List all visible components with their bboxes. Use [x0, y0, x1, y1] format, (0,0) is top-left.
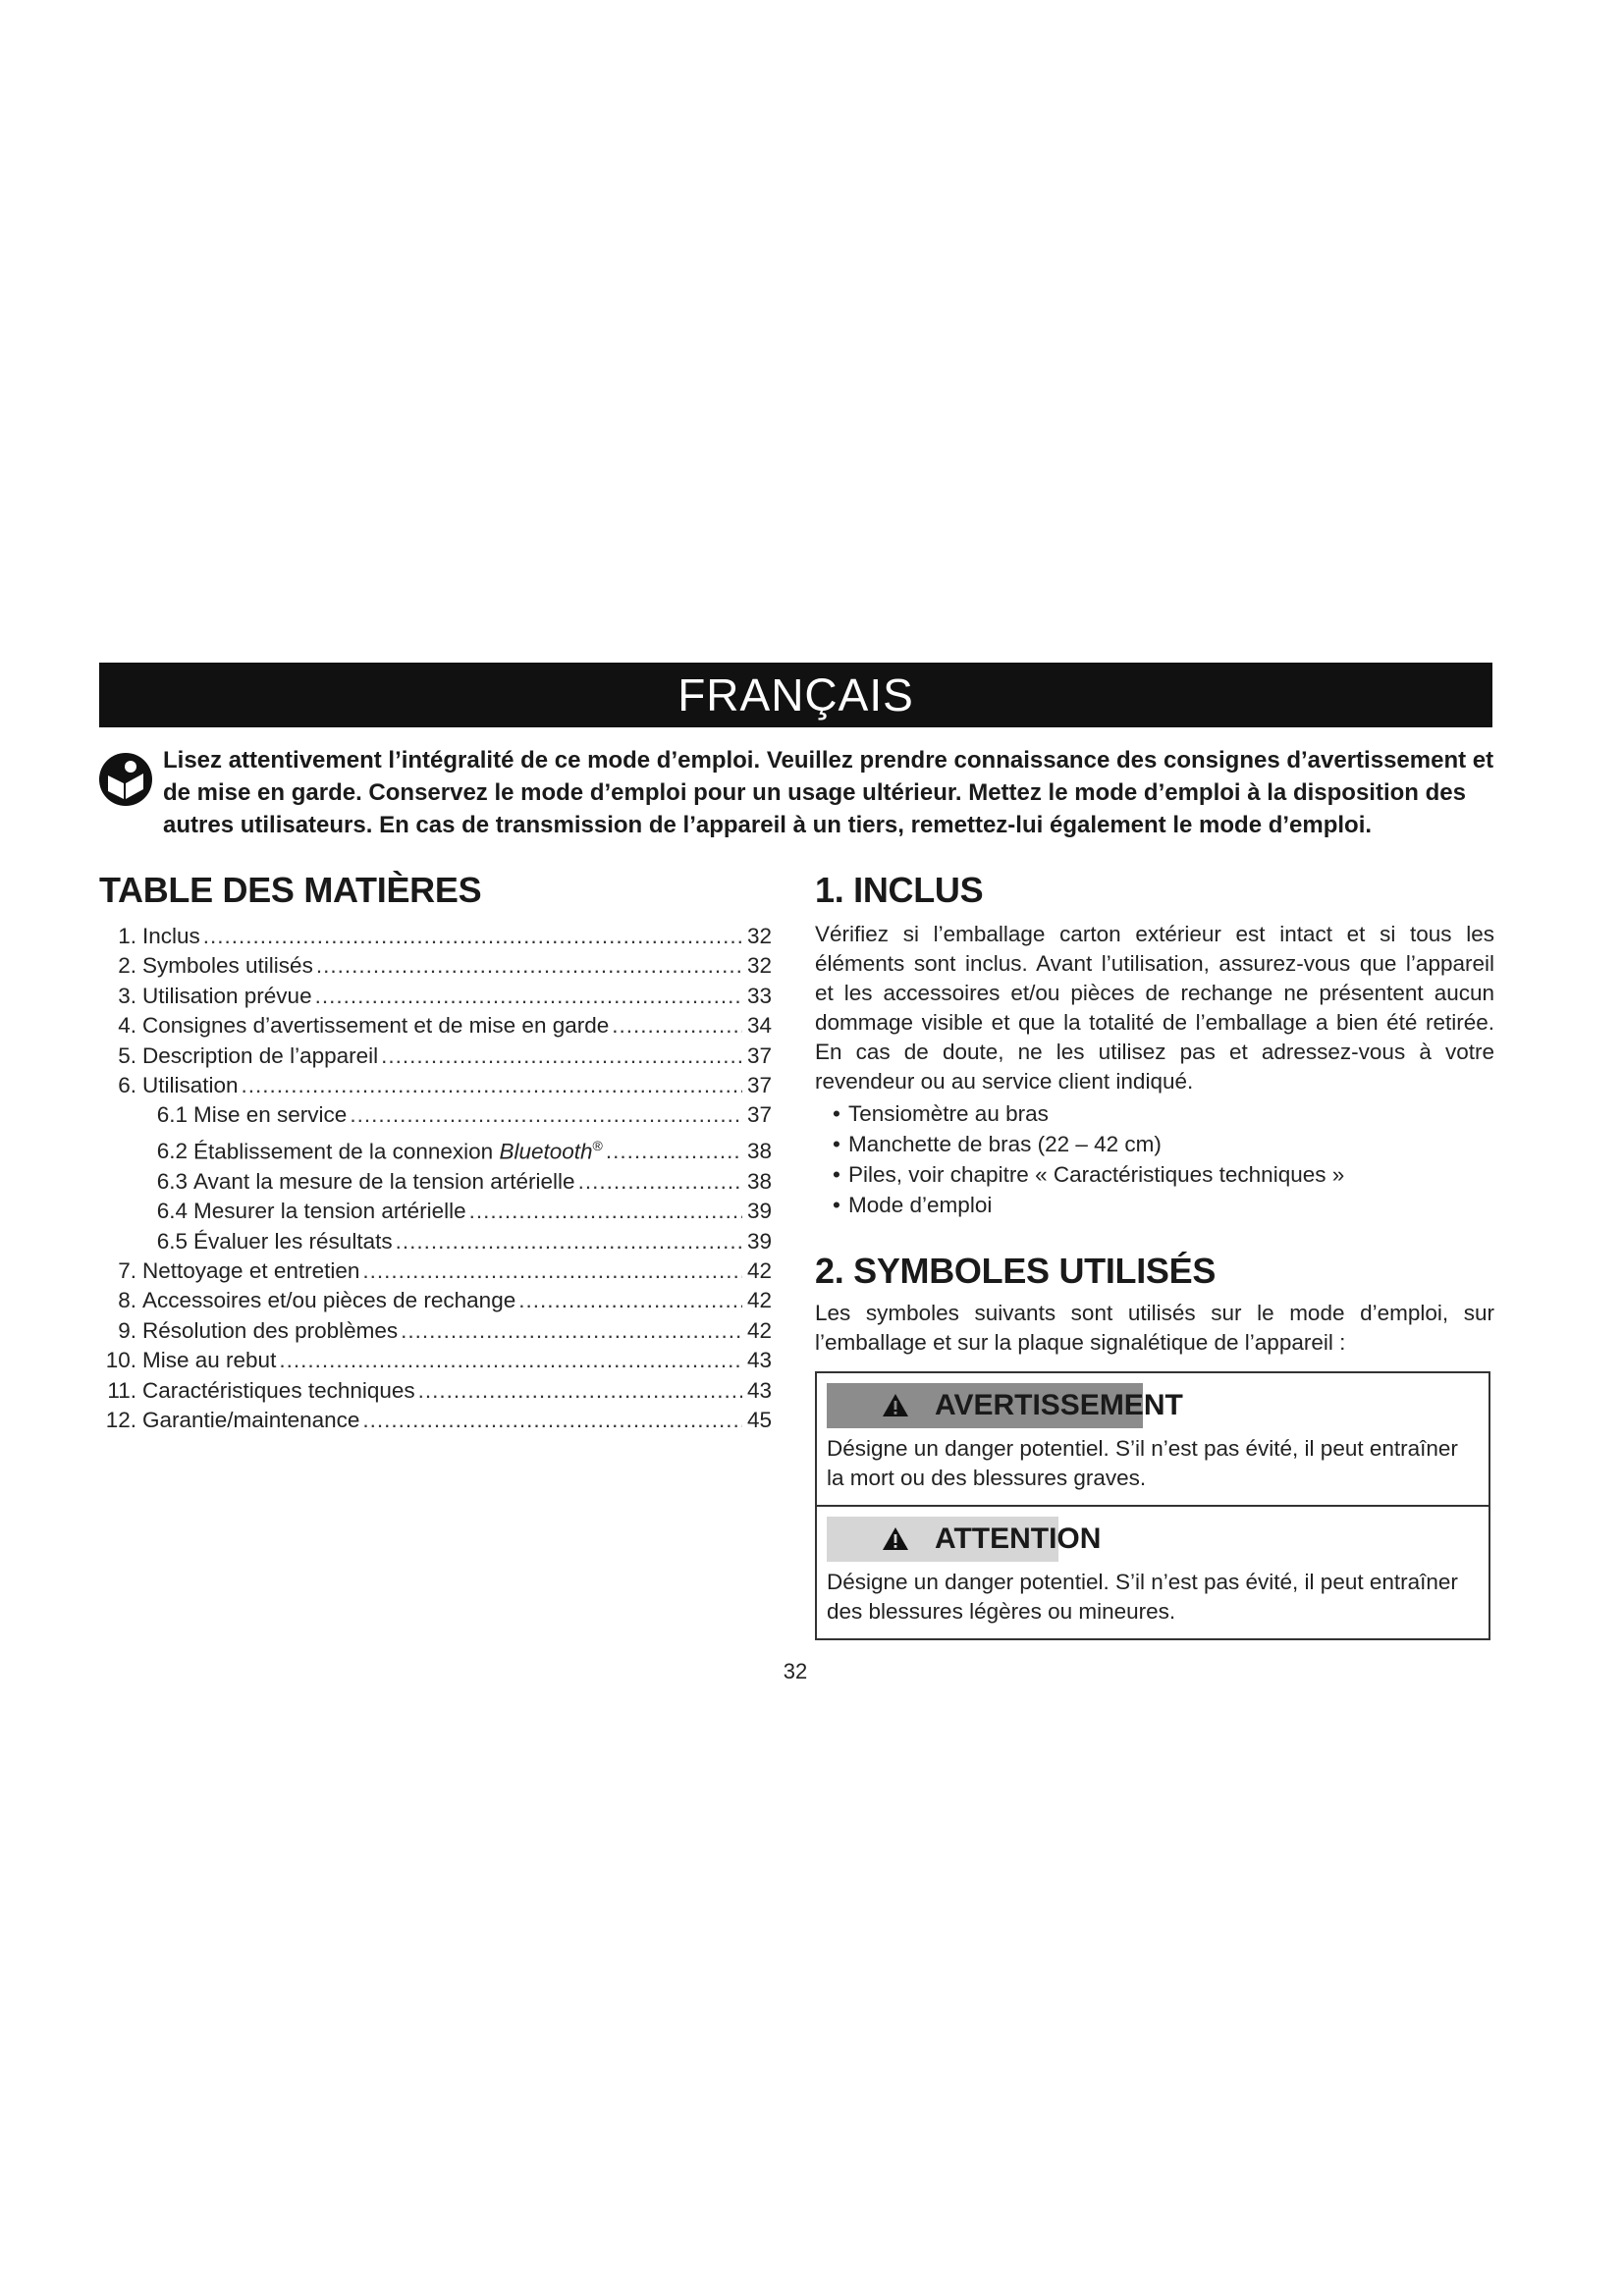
toc-item-page: 37 — [747, 1073, 773, 1098]
toc-item-page: 42 — [747, 1288, 773, 1313]
toc-item-number: 7. — [118, 1257, 136, 1283]
toc-item-page: 39 — [747, 1199, 773, 1224]
section-symboles — [815, 1250, 1494, 1640]
toc-item — [99, 982, 777, 1011]
warning-description: Désigne un danger potentiel. S’il n’est pas évité, il peut entraîner la mort ou des blessures graves. — [827, 1436, 1458, 1490]
toc-leader-dots — [381, 1041, 742, 1071]
toc-item — [99, 1316, 777, 1346]
toc-item-label — [142, 1376, 415, 1406]
toc-item-number: 12. — [105, 1408, 136, 1432]
toc-item-label-text: Nettoyage et entretien — [142, 1257, 360, 1283]
toc-item — [99, 1197, 777, 1226]
section-inclus — [815, 869, 1494, 1220]
toc-item-label-text: Utilisation — [142, 1073, 239, 1098]
language-banner: FRANÇAIS — [99, 663, 1492, 727]
toc-list — [99, 922, 777, 1435]
toc-item-label-text: Évaluer les résultats — [193, 1228, 393, 1254]
inclus-heading: 1. INCLUS — [815, 870, 984, 910]
toc-item-page: 45 — [747, 1408, 773, 1432]
toc-item-label — [142, 951, 313, 981]
toc-leader-dots — [518, 1286, 742, 1315]
list-item: • Manchette de bras (22 – 42 cm) — [815, 1129, 1494, 1159]
toc-item — [99, 1286, 777, 1315]
toc-item-label — [142, 1011, 609, 1041]
toc-item-label — [193, 1227, 393, 1256]
toc-item-page: 37 — [747, 1042, 773, 1068]
toc-item — [99, 1376, 777, 1406]
attention-description: Désigne un danger potentiel. S’il n’est pas évité, il peut entraîner des blessures légères ou mineures. — [827, 1570, 1458, 1624]
list-item: • Piles, voir chapitre « Caractéristiques techniques » — [815, 1159, 1494, 1190]
toc-item-label — [142, 1071, 239, 1100]
toc-item-number: 2. — [118, 953, 136, 979]
toc-leader-dots — [612, 1011, 742, 1041]
right-column — [815, 869, 1494, 1640]
toc-leader-dots — [279, 1346, 742, 1375]
toc-item-number: 6.2 — [156, 1139, 188, 1164]
toc-leader-dots — [469, 1197, 742, 1226]
toc-item — [99, 951, 777, 981]
toc-item-number: 6.3 — [156, 1168, 188, 1194]
toc-item-number: 6.1 — [156, 1102, 188, 1128]
toc-item-label-italic: Bluetooth — [499, 1139, 593, 1164]
registered-mark: ® — [592, 1137, 603, 1153]
toc-item-number: 4. — [118, 1013, 136, 1039]
inclus-list — [815, 1098, 1494, 1220]
toc-item-label-text: Caractéristiques techniques — [142, 1377, 415, 1403]
toc-item — [99, 1227, 777, 1256]
warning-triangle-icon — [882, 1526, 909, 1551]
toc-leader-dots — [578, 1167, 742, 1197]
toc-item-page: 38 — [747, 1139, 773, 1164]
toc-item-label — [142, 1041, 378, 1071]
list-item: • Mode d’emploi — [815, 1190, 1494, 1220]
toc-section — [99, 869, 777, 1435]
toc-item — [99, 1011, 777, 1041]
toc-item-page: 43 — [747, 1377, 773, 1403]
toc-item-label-text: Description de l’appareil — [142, 1042, 379, 1068]
toc-leader-dots — [316, 951, 742, 981]
toc-leader-dots — [362, 1256, 742, 1286]
toc-leader-dots — [203, 922, 742, 951]
toc-leader-dots — [401, 1316, 742, 1346]
toc-item-label-text: Inclus — [142, 924, 200, 948]
list-item: • Tensiomètre au bras — [815, 1098, 1494, 1129]
toc-leader-dots — [242, 1071, 742, 1100]
toc-item-number: 6.4 — [156, 1199, 188, 1224]
toc-item-page: 43 — [747, 1348, 773, 1373]
toc-item — [99, 922, 777, 951]
toc-leader-dots — [362, 1406, 742, 1435]
symbol-attention — [817, 1505, 1489, 1638]
toc-item-page: 42 — [747, 1257, 773, 1283]
toc-item-label-text: Mise au rebut — [142, 1348, 277, 1373]
toc-item-label-text: Résolution des problèmes — [142, 1317, 399, 1343]
toc-item-label — [193, 1100, 347, 1130]
toc-item-label — [142, 1406, 359, 1435]
symbol-warning — [817, 1373, 1489, 1505]
symboles-paragraph: Les symboles suivants sont utilisés sur le mode d’emploi, sur l’emballage et sur la plaque signalétique de l’appareil : — [815, 1301, 1494, 1355]
toc-leader-dots — [350, 1100, 742, 1130]
toc-item-number: 10. — [105, 1348, 136, 1373]
toc-leader-dots — [396, 1227, 742, 1256]
toc-item-label — [142, 1256, 359, 1286]
intro-notice — [98, 744, 1496, 852]
toc-item — [99, 1100, 777, 1130]
toc-leader-dots — [315, 982, 742, 1011]
toc-item-page: 39 — [747, 1228, 773, 1254]
toc-item — [99, 1131, 777, 1167]
toc-item-page: 38 — [747, 1168, 773, 1194]
toc-item-number: 6.5 — [156, 1228, 188, 1254]
toc-leader-dots — [606, 1137, 742, 1166]
toc-item-number: 3. — [118, 983, 136, 1008]
toc-item-label — [142, 922, 200, 951]
toc-item-number: 8. — [118, 1288, 136, 1313]
toc-item-label — [142, 1316, 398, 1346]
intro-text: Lisez attentivement l’intégralité de ce mode d’emploi. Veuillez prendre connaissance des consignes d’avertissement et de mise en garde. Conservez le mode d’emploi pour un usage ultérieur. Mettez le mode d’emploi à la disposition des autres utilisateurs. En cas de transmission de l’appareil à un tiers, remettez-lui également le mode d’emploi. — [163, 747, 1494, 838]
toc-item — [99, 1167, 777, 1197]
toc-item-page: 42 — [747, 1317, 773, 1343]
warning-label: AVERTISSEMENT — [935, 1389, 1183, 1421]
toc-item-label — [193, 1131, 603, 1167]
toc-item-label-text: Accessoires et/ou pièces de rechange — [142, 1288, 516, 1313]
toc-item-label-text: Avant la mesure de la tension artérielle — [193, 1168, 575, 1194]
toc-item-label — [142, 1286, 515, 1315]
toc-item-label-text: Établissement de la connexion — [193, 1139, 494, 1164]
toc-item-number: 11. — [107, 1377, 136, 1403]
toc-leader-dots — [418, 1376, 742, 1406]
toc-item-number: 9. — [118, 1317, 136, 1343]
toc-item-label-text: Consignes d’avertissement et de mise en garde — [142, 1013, 610, 1039]
toc-item-label-text: Mise en service — [193, 1102, 348, 1128]
toc-item-number: 1. — [118, 924, 136, 948]
toc-heading: TABLE DES MATIÈRES — [99, 870, 482, 910]
toc-item-label-text: Garantie/maintenance — [142, 1408, 360, 1432]
toc-item-page: 32 — [747, 953, 773, 979]
page-number: 32 — [783, 1659, 808, 1683]
attention-label: ATTENTION — [935, 1522, 1102, 1555]
toc-item-number: 5. — [118, 1042, 136, 1068]
toc-item-page: 37 — [747, 1102, 773, 1128]
toc-item — [99, 1041, 777, 1071]
inclus-paragraph: Vérifiez si l’emballage carton extérieur est intact et si tous les éléments sont inclus. Avant l’utilisation, assurez-vous que l’appareil et les accessoires et/ou pièces de rechange ne présentent aucun dommage visible et que la totalité de l’emballage a bien été retirée. En cas de doute, ne les utilisez pas et adressez-vous à votre revendeur ou au service client indiqué. — [815, 922, 1494, 1094]
toc-item — [99, 1346, 777, 1375]
toc-item-page: 33 — [747, 983, 773, 1008]
symbols-box — [815, 1371, 1490, 1640]
toc-item-label — [193, 1197, 466, 1226]
toc-item-label — [193, 1167, 575, 1197]
toc-item-label — [142, 1346, 276, 1375]
toc-item-label-text: Mesurer la tension artérielle — [193, 1199, 466, 1224]
symboles-heading: 2. SYMBOLES UTILISÉS — [815, 1251, 1217, 1291]
toc-item-label — [142, 982, 312, 1011]
toc-item-number: 6. — [118, 1073, 136, 1098]
toc-item-label-text: Symboles utilisés — [142, 953, 313, 979]
warning-triangle-icon — [882, 1393, 909, 1417]
read-manual-icon — [98, 752, 153, 807]
toc-item-page: 32 — [747, 924, 773, 948]
toc-item-label-text: Utilisation prévue — [142, 983, 312, 1008]
toc-item-page: 34 — [747, 1013, 773, 1039]
toc-item — [99, 1256, 777, 1286]
toc-item — [99, 1071, 777, 1100]
toc-item — [99, 1406, 777, 1435]
